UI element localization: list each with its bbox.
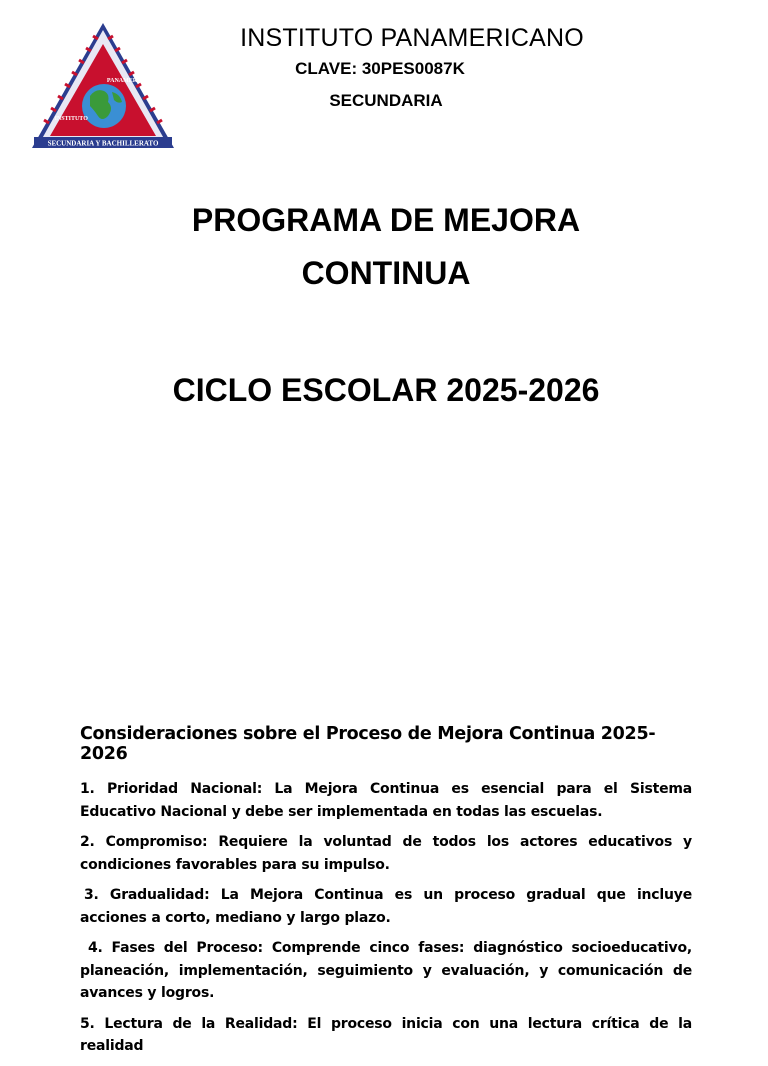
school-cycle-title: CICLO ESCOLAR 2025-2026 xyxy=(172,372,600,408)
consideration-item: 2. Compromiso: Requiere la voluntad de todos los actores educativos y condiciones favorables para su impulso. xyxy=(80,834,692,873)
school-logo xyxy=(28,20,178,152)
school-logo-emblem xyxy=(28,20,178,152)
school-level: SECUNDARIA xyxy=(329,91,443,110)
considerations-section xyxy=(80,724,692,1066)
considerations-heading: Consideraciones sobre el Proceso de Mejora Continua 2025-2026 xyxy=(80,724,656,764)
consideration-item: 3. Gradualidad: La Mejora Continua es un proceso gradual que incluye acciones a corto, mediano y largo plazo. xyxy=(80,887,692,926)
consideration-item: 4. Fases del Proceso: Comprende cinco fases: diagnóstico socioeducativo, planeación, implementación, seguimiento y evaluación, y comunicación de avances y logros. xyxy=(80,940,692,1001)
school-code: CLAVE: 30PES0087K xyxy=(295,59,465,78)
program-title-line1: PROGRAMA DE MEJORA xyxy=(191,202,581,238)
institution-name: INSTITUTO PANAMERICANO xyxy=(240,24,584,52)
logo-banner-text: SECUNDARIA Y BACHILLERATO xyxy=(47,139,159,148)
consideration-item: 5. Lectura de la Realidad: El proceso inicia con una lectura crítica de la realidad xyxy=(80,1015,692,1054)
program-title-line2: CONTINUA xyxy=(301,255,471,291)
consideration-item: 1. Prioridad Nacional: La Mejora Continua es esencial para el Sistema Educativo Nacional y debe ser implementada en todas las escuelas. xyxy=(80,781,692,820)
logo-arc-text: INSTITUTO PANAMERICANO xyxy=(54,78,158,122)
